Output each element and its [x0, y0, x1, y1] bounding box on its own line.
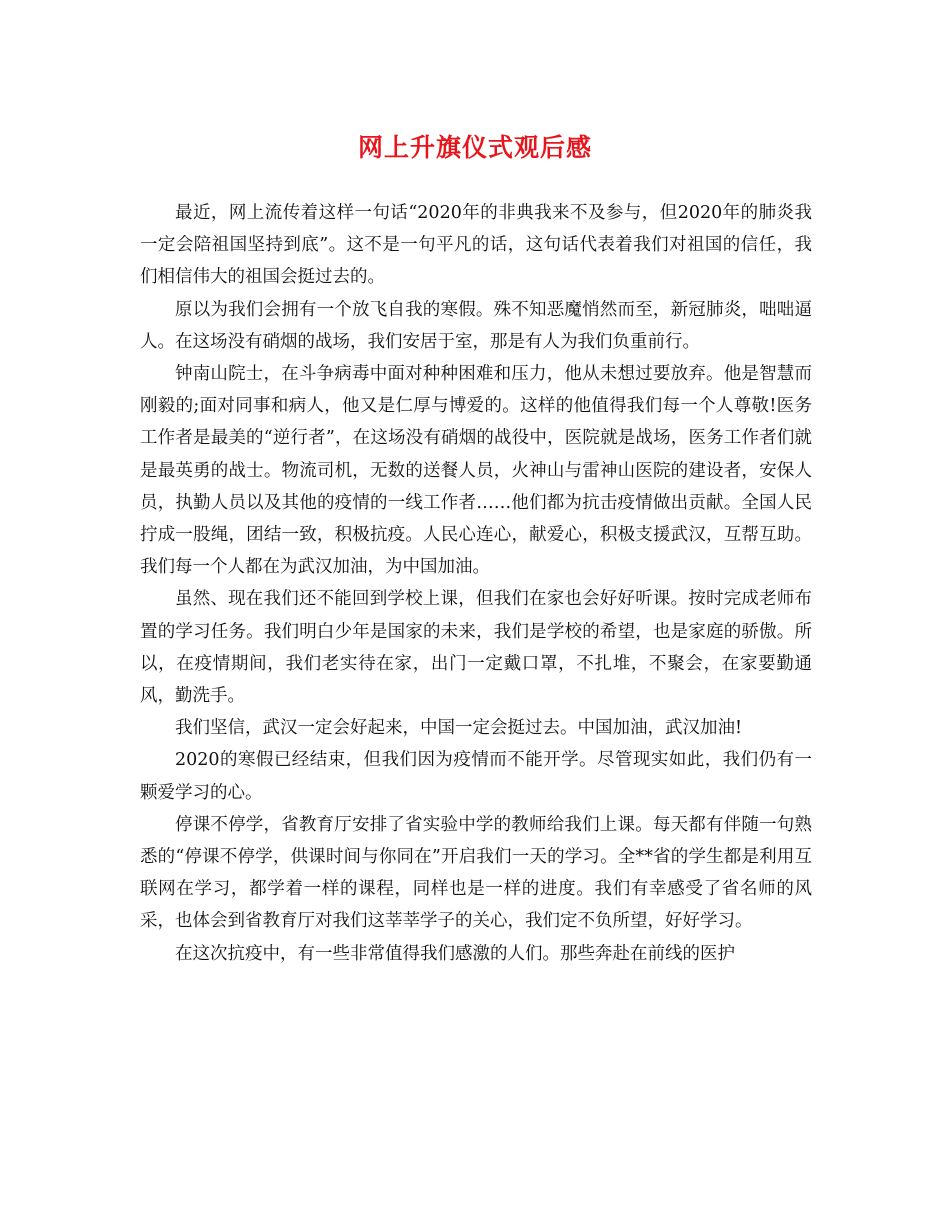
paragraph: 我们坚信，武汉一定会好起来，中国一定会挺过去。中国加油，武汉加油! — [175, 718, 743, 739]
paragraph: 停课不停学，省教育厅安排了省实验中学的教师给我们上课。每天都有伴随一句熟悉的“停课不停学，供课时间与你同在”开启我们一天的学习。全**省的学生都是利用互联网在学习，都学着一样的课程，同样也是一样的进度。我们有幸感受了省名师的风采，也体会到省教育厅对我们这莘莘学子的关心，我们定不负所望，好好学习。 — [140, 814, 812, 932]
paragraph: 在这次抗疫中，有一些非常值得我们感激的人们。那些奔赴在前线的医护 — [175, 943, 735, 964]
paragraph: 钟南山院士，在斗争病毒中面对种种困难和压力，他从未想过要放弃。他是智慧而刚毅的;面对同事和病人，他又是仁厚与博爱的。这样的他值得我们每一个人尊敬!医务工作者是最美的“逆行者”，在这场没有硝烟的战役中，医院就是战场，医务工作者们就是最英勇的战士。物流司机，无数的送餐人员，火神山与雷神山医院的建设者，安保人员，执勤人员以及其他的疫情的一线工作者……他们都为抗击疫情做出贡献。全国人民拧成一股绳，团结一致，积极抗疫。人民心连心，献爱心，积极支援武汉，互帮互助。我们每一个人都在为武汉加油，为中国加油。 — [140, 364, 812, 578]
paragraph: 原以为我们会拥有一个放飞自我的寒假。殊不知恶魔悄然而至，新冠肺炎，咄咄逼人。在这场没有硝烟的战场，我们安居于室，那是有人为我们负重前行。 — [140, 299, 812, 352]
paragraph: 2020的寒假已经结束，但我们因为疫情而不能开学。尽管现实如此，我们仍有一颗爱学习的心。 — [140, 750, 812, 803]
paragraph: 虽然、现在我们还不能回到学校上课，但我们在家也会好好听课。按时完成老师布置的学习任务。我们明白少年是国家的未来，我们是学校的希望，也是家庭的骄傲。所以，在疫情期间，我们老实待在家，出门一定戴口罩，不扎堆，不聚会，在家要勤通风，勤洗手。 — [140, 589, 812, 707]
paragraph: 最近，网上流传着这样一句话“2020年的非典我来不及参与，但2020年的肺炎我一定会陪祖国坚持到底”。这不是一句平凡的话，这句话代表着我们对祖国的信任，我们相信伟大的祖国会挺过去的。 — [140, 203, 812, 288]
document-title: 网上升旗仪式观后感 — [357, 133, 592, 162]
document-body — [140, 197, 812, 970]
